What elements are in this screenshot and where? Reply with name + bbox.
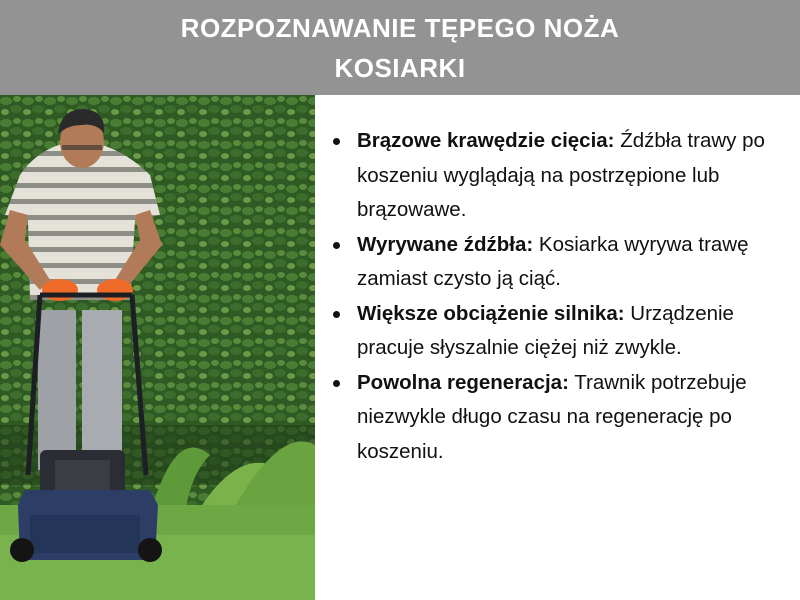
list-item	[330, 124, 770, 228]
lawn-mowing-photo	[0, 95, 315, 600]
header-banner	[0, 0, 800, 95]
bullet-icon	[333, 138, 340, 145]
list-item-text: Urządzenie pracuje słyszalnie ciężej niż zwykle.	[357, 301, 734, 359]
bullet-icon	[333, 380, 340, 387]
list-item-term: Brązowe krawędzie cięcia:	[357, 129, 615, 152]
list-item-text: Trawnik potrzebuje niezwykle długo czasu na regenerację po koszeniu.	[357, 370, 747, 463]
list-item-term: Wyrywane źdźbła:	[357, 232, 534, 256]
list-item	[330, 228, 770, 297]
list-item	[330, 366, 770, 470]
list-item-text: Kosiarka wyrywa trawę zamiast czysto ją ciąć.	[357, 232, 749, 290]
list-item-term: Większe obciążenie silnika:	[357, 301, 625, 325]
bullet-icon	[333, 311, 340, 318]
tips-list	[330, 124, 770, 469]
list-item-term: Powolna regeneracja:	[357, 370, 569, 394]
list-item-text: Źdźbła trawy po koszeniu wyglądają na postrzępione lub brązowawe.	[357, 129, 765, 221]
bullet-icon	[333, 242, 340, 249]
page-title: ROZPOZNAWANIE TĘPEGO NOŻA KOSIARKI	[180, 12, 620, 83]
list-item	[330, 297, 770, 366]
